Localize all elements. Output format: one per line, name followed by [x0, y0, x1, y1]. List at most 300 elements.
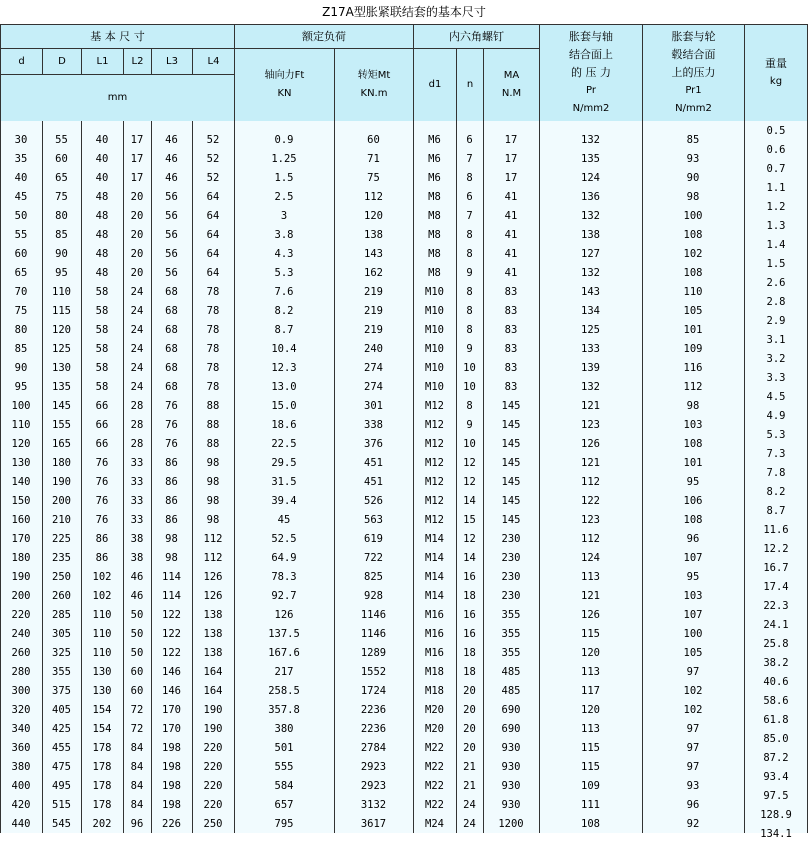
- cell-L4: 220: [203, 742, 223, 754]
- cell-L2: 28: [130, 400, 144, 412]
- hub-pressure-unit: N/mm2: [675, 103, 712, 114]
- cell-d: 160: [11, 514, 31, 526]
- cell-axial-force: 555: [274, 761, 294, 773]
- cell-L3: 198: [162, 780, 181, 792]
- cell-torque: 3617: [360, 818, 387, 830]
- cell-axial-force: 137.5: [268, 628, 300, 640]
- cell-hub-pressure: 101: [683, 324, 703, 336]
- cell-weight: 3.3: [766, 372, 786, 384]
- cell-axial-force: 217: [274, 666, 294, 678]
- cell-axial-force: 126: [274, 609, 294, 621]
- cell-bolt-count: 8: [466, 286, 473, 298]
- cell-shaft-pressure: 111: [581, 799, 600, 811]
- cell-d: 45: [14, 191, 28, 203]
- cell-L2: 50: [130, 628, 144, 640]
- cell-shaft-pressure: 136: [581, 191, 600, 203]
- cell-D: 355: [52, 666, 71, 678]
- cell-tightening-torque: 17: [504, 134, 518, 146]
- cell-bolt-size: M10: [425, 305, 444, 317]
- cell-d: 40: [14, 172, 28, 184]
- cell-shaft-pressure: 115: [581, 742, 600, 754]
- cell-shaft-pressure: 113: [581, 571, 600, 583]
- cell-L3: 68: [165, 286, 178, 298]
- cell-weight: 87.2: [763, 752, 789, 764]
- cell-d: 320: [11, 704, 31, 716]
- cell-L2: 24: [130, 381, 144, 393]
- header-L4: L4: [192, 48, 235, 75]
- header-shaft-pressure: [539, 24, 643, 122]
- cell-L1: 130: [92, 685, 112, 697]
- cell-weight: 97.5: [763, 790, 789, 802]
- cell-hub-pressure: 102: [683, 704, 703, 716]
- cell-bolt-size: M22: [425, 742, 444, 754]
- header-tightening-torque: MA N.M: [483, 48, 540, 122]
- cell-d: 80: [14, 324, 28, 336]
- cell-tightening-torque: 41: [504, 267, 518, 279]
- cell-L2: 20: [130, 248, 144, 260]
- cell-shaft-pressure: 124: [581, 172, 600, 184]
- cell-shaft-pressure: 120: [581, 704, 600, 716]
- cell-axial-force: 12.3: [271, 362, 297, 374]
- cell-bolt-size: M12: [425, 514, 444, 526]
- cell-L2: 96: [130, 818, 144, 830]
- cell-tightening-torque: 145: [501, 495, 521, 507]
- cell-hub-pressure: 92: [686, 818, 700, 830]
- cell-weight: 93.4: [763, 771, 789, 783]
- cell-torque: 2236: [360, 704, 387, 716]
- cell-D: 145: [52, 400, 71, 412]
- cell-L1: 76: [95, 457, 109, 469]
- cell-shaft-pressure: 113: [581, 723, 600, 735]
- cell-hub-pressure: 95: [686, 571, 700, 583]
- cell-L4: 78: [206, 362, 220, 374]
- cell-bolt-size: M8: [428, 210, 441, 222]
- cell-bolt-size: M22: [425, 780, 444, 792]
- cell-hub-pressure: 116: [683, 362, 703, 374]
- cell-weight: 1.3: [766, 220, 786, 232]
- cell-hub-pressure: 97: [686, 761, 700, 773]
- cell-torque: 274: [364, 381, 383, 393]
- cell-tightening-torque: 145: [501, 400, 521, 412]
- cell-torque: 526: [364, 495, 383, 507]
- cell-bolt-size: M6: [428, 134, 441, 146]
- cell-tightening-torque: 83: [504, 381, 518, 393]
- cell-axial-force: 31.5: [271, 476, 297, 488]
- cell-L1: 48: [95, 210, 109, 222]
- cell-shaft-pressure: 121: [581, 400, 600, 412]
- cell-bolt-count: 20: [463, 742, 476, 754]
- cell-D: 90: [55, 248, 68, 260]
- cell-torque: 451: [364, 476, 383, 488]
- header-rated-load: 额定负荷: [234, 24, 414, 49]
- cell-weight: 16.7: [763, 562, 789, 574]
- cell-L3: 122: [162, 628, 181, 640]
- cell-d: 95: [14, 381, 28, 393]
- cell-torque: 75: [367, 172, 380, 184]
- header-bolt-size: d1: [413, 48, 457, 122]
- cell-weight: 2.9: [766, 315, 786, 327]
- cell-bolt-size: M8: [428, 229, 441, 241]
- cell-L1: 178: [92, 799, 112, 811]
- cell-d: 220: [11, 609, 31, 621]
- header-d: d: [0, 48, 43, 75]
- cell-hub-pressure: 85: [686, 134, 700, 146]
- cell-torque: 376: [364, 438, 383, 450]
- cell-bolt-count: 9: [466, 419, 473, 431]
- cell-L3: 76: [165, 419, 178, 431]
- cell-L3: 170: [162, 723, 181, 735]
- cell-L4: 98: [206, 476, 220, 488]
- cell-L4: 164: [203, 666, 223, 678]
- cell-D: 95: [55, 267, 68, 279]
- cell-bolt-size: M8: [428, 248, 441, 260]
- cell-L4: 112: [203, 533, 223, 545]
- cell-L2: 20: [130, 210, 144, 222]
- cell-bolt-count: 16: [463, 609, 476, 621]
- cell-L4: 220: [203, 799, 223, 811]
- cell-axial-force: 501: [274, 742, 294, 754]
- cell-L1: 76: [95, 476, 109, 488]
- cell-weight: 61.8: [763, 714, 789, 726]
- cell-tightening-torque: 930: [501, 761, 521, 773]
- cell-L1: 154: [92, 723, 112, 735]
- cell-axial-force: 3.8: [274, 229, 294, 241]
- cell-L4: 78: [206, 381, 220, 393]
- cell-L3: 198: [162, 799, 181, 811]
- cell-L1: 40: [95, 172, 109, 184]
- cell-tightening-torque: 690: [501, 723, 521, 735]
- cell-d: 240: [11, 628, 31, 640]
- cell-hub-pressure: 108: [683, 514, 703, 526]
- header-L2: L2: [123, 48, 152, 75]
- cell-L3: 56: [165, 210, 178, 222]
- cell-axial-force: 18.6: [271, 419, 297, 431]
- cell-L4: 98: [206, 495, 220, 507]
- cell-weight: 12.2: [763, 543, 789, 555]
- cell-D: 65: [55, 172, 68, 184]
- cell-torque: 3132: [360, 799, 387, 811]
- cell-D: 225: [52, 533, 71, 545]
- cell-tightening-torque: 41: [504, 248, 518, 260]
- header-axial-force: 轴向力Ft KN: [234, 48, 335, 122]
- cell-shaft-pressure: 115: [581, 761, 600, 773]
- cell-hub-pressure: 103: [683, 590, 703, 602]
- cell-L3: 76: [165, 438, 178, 450]
- cell-d: 400: [11, 780, 31, 792]
- cell-L4: 190: [203, 704, 223, 716]
- cell-d: 120: [11, 438, 31, 450]
- cell-torque: 1724: [360, 685, 387, 697]
- cell-d: 150: [11, 495, 31, 507]
- header-L1: L1: [81, 48, 124, 75]
- cell-tightening-torque: 930: [501, 742, 521, 754]
- cell-weight: 8.2: [766, 486, 786, 498]
- cell-D: 475: [52, 761, 71, 773]
- cell-torque: 338: [364, 419, 383, 431]
- cell-hub-pressure: 93: [686, 153, 700, 165]
- cell-L1: 58: [95, 305, 109, 317]
- cell-tightening-torque: 145: [501, 514, 521, 526]
- cell-bolt-count: 9: [466, 343, 473, 355]
- cell-hub-pressure: 93: [686, 780, 700, 792]
- cell-torque: 825: [364, 571, 383, 583]
- cell-axial-force: 22.5: [271, 438, 297, 450]
- cell-d: 260: [11, 647, 31, 659]
- cell-D: 515: [52, 799, 71, 811]
- cell-axial-force: 4.3: [274, 248, 294, 260]
- cell-L1: 48: [95, 229, 109, 241]
- cell-D: 325: [52, 647, 71, 659]
- cell-L4: 190: [203, 723, 223, 735]
- cell-D: 110: [52, 286, 71, 298]
- cell-L1: 178: [92, 780, 112, 792]
- cell-shaft-pressure: 132: [581, 210, 600, 222]
- cell-shaft-pressure: 109: [581, 780, 600, 792]
- cell-bolt-count: 12: [463, 533, 476, 545]
- cell-bolt-size: M10: [425, 381, 444, 393]
- cell-tightening-torque: 230: [501, 552, 521, 564]
- cell-bolt-count: 14: [463, 552, 476, 564]
- cell-L4: 78: [206, 324, 220, 336]
- cell-bolt-count: 6: [466, 191, 473, 203]
- cell-L4: 52: [206, 134, 220, 146]
- cell-L3: 56: [165, 267, 178, 279]
- cell-bolt-count: 16: [463, 628, 476, 640]
- cell-L3: 68: [165, 343, 178, 355]
- cell-d: 70: [14, 286, 28, 298]
- cell-d: 110: [11, 419, 31, 431]
- cell-bolt-count: 21: [463, 761, 476, 773]
- cell-L1: 130: [92, 666, 112, 678]
- cell-torque: 120: [364, 210, 383, 222]
- cell-d: 440: [11, 818, 31, 830]
- cell-d: 35: [14, 153, 28, 165]
- cell-axial-force: 167.6: [268, 647, 300, 659]
- cell-L3: 170: [162, 704, 181, 716]
- cell-torque: 219: [364, 305, 383, 317]
- cell-tightening-torque: 145: [501, 457, 521, 469]
- cell-bolt-size: M18: [425, 685, 444, 697]
- cell-D: 285: [52, 609, 71, 621]
- cell-L4: 78: [206, 343, 220, 355]
- cell-hub-pressure: 109: [683, 343, 703, 355]
- cell-hub-pressure: 100: [683, 210, 703, 222]
- shaft-pressure-unit: N/mm2: [572, 103, 610, 114]
- cell-tightening-torque: 485: [501, 685, 521, 697]
- cell-L3: 68: [165, 305, 178, 317]
- cell-bolt-size: M20: [425, 723, 444, 735]
- cell-L1: 178: [92, 761, 112, 773]
- header-basic-dims: 基 本 尺 寸: [0, 24, 235, 49]
- cell-torque: 60: [367, 134, 380, 146]
- cell-torque: 1146: [360, 628, 387, 640]
- cell-tightening-torque: 145: [501, 438, 521, 450]
- cell-L1: 86: [95, 533, 109, 545]
- cell-bolt-count: 20: [463, 723, 476, 735]
- cell-bolt-count: 8: [466, 324, 473, 336]
- cell-hub-pressure: 97: [686, 742, 700, 754]
- cell-bolt-count: 10: [463, 438, 476, 450]
- cell-hub-pressure: 103: [683, 419, 703, 431]
- cell-torque: 274: [364, 362, 383, 374]
- cell-d: 30: [14, 134, 28, 146]
- cell-D: 130: [52, 362, 71, 374]
- cell-weight: 0.7: [766, 163, 786, 175]
- cell-bolt-count: 21: [463, 780, 476, 792]
- cell-L4: 78: [206, 305, 220, 317]
- cell-bolt-count: 18: [463, 666, 476, 678]
- cell-axial-force: 13.0: [271, 381, 297, 393]
- header-hub-pressure: [642, 24, 745, 122]
- cell-bolt-count: 12: [463, 457, 476, 469]
- cell-hub-pressure: 112: [683, 381, 703, 393]
- cell-weight: 134.1: [760, 828, 792, 840]
- cell-shaft-pressure: 121: [581, 590, 600, 602]
- cell-d: 130: [11, 457, 31, 469]
- cell-L3: 226: [162, 818, 181, 830]
- cell-hub-pressure: 98: [686, 400, 700, 412]
- cell-L2: 84: [130, 742, 144, 754]
- cell-L2: 17: [130, 134, 144, 146]
- cell-L1: 66: [95, 400, 109, 412]
- cell-axial-force: 357.8: [268, 704, 300, 716]
- cell-d: 55: [14, 229, 28, 241]
- cell-bolt-count: 12: [463, 476, 476, 488]
- cell-shaft-pressure: 139: [581, 362, 600, 374]
- cell-bolt-count: 9: [466, 267, 473, 279]
- cell-L1: 102: [92, 571, 112, 583]
- cell-d: 420: [11, 799, 31, 811]
- cell-bolt-size: M24: [425, 818, 444, 830]
- cell-D: 165: [52, 438, 71, 450]
- cell-axial-force: 380: [274, 723, 294, 735]
- cell-bolt-size: M8: [428, 191, 441, 203]
- cell-L3: 98: [165, 552, 178, 564]
- cell-hub-pressure: 102: [683, 685, 703, 697]
- cell-weight: 1.5: [766, 258, 786, 270]
- cell-D: 250: [52, 571, 71, 583]
- cell-L1: 48: [95, 248, 109, 260]
- cell-L3: 76: [165, 400, 178, 412]
- cell-hub-pressure: 108: [683, 438, 703, 450]
- cell-d: 90: [14, 362, 28, 374]
- header-hex-bolt: 内六角螺钉: [413, 24, 540, 49]
- cell-bolt-count: 8: [466, 229, 473, 241]
- cell-L3: 198: [162, 761, 181, 773]
- cell-L4: 88: [206, 400, 220, 412]
- cell-L4: 250: [203, 818, 223, 830]
- cell-shaft-pressure: 117: [581, 685, 600, 697]
- cell-weight: 2.6: [766, 277, 786, 289]
- cell-L1: 102: [92, 590, 112, 602]
- cell-d: 75: [14, 305, 28, 317]
- cell-tightening-torque: 41: [504, 210, 518, 222]
- cell-axial-force: 1.5: [274, 172, 294, 184]
- cell-axial-force: 7.6: [274, 286, 294, 298]
- cell-D: 305: [52, 628, 71, 640]
- cell-tightening-torque: 230: [501, 533, 521, 545]
- cell-tightening-torque: 17: [504, 172, 518, 184]
- cell-D: 155: [52, 419, 71, 431]
- cell-axial-force: 64.9: [271, 552, 297, 564]
- cell-L2: 46: [130, 571, 144, 583]
- cell-D: 180: [52, 457, 71, 469]
- cell-hub-pressure: 100: [683, 628, 703, 640]
- cell-L4: 98: [206, 514, 220, 526]
- cell-bolt-size: M10: [425, 343, 444, 355]
- cell-torque: 563: [364, 514, 383, 526]
- cell-axial-force: 52.5: [271, 533, 297, 545]
- cell-L4: 220: [203, 761, 223, 773]
- cell-L2: 33: [130, 476, 144, 488]
- cell-L1: 48: [95, 191, 109, 203]
- cell-bolt-count: 10: [463, 362, 476, 374]
- cell-L3: 122: [162, 647, 181, 659]
- cell-weight: 8.7: [766, 505, 786, 517]
- cell-torque: 619: [364, 533, 383, 545]
- cell-D: 85: [55, 229, 68, 241]
- cell-bolt-count: 15: [463, 514, 476, 526]
- cell-L3: 86: [165, 476, 178, 488]
- cell-shaft-pressure: 132: [581, 267, 600, 279]
- cell-D: 80: [55, 210, 68, 222]
- cell-bolt-size: M22: [425, 761, 444, 773]
- cell-L3: 114: [162, 571, 181, 583]
- cell-tightening-torque: 83: [504, 305, 518, 317]
- cell-torque: 1146: [360, 609, 387, 621]
- cell-D: 200: [52, 495, 71, 507]
- cell-bolt-count: 20: [463, 685, 476, 697]
- cell-tightening-torque: 930: [501, 780, 521, 792]
- header-torque: 转矩Mt KN.m: [334, 48, 414, 122]
- cell-D: 235: [52, 552, 71, 564]
- cell-hub-pressure: 102: [683, 248, 703, 260]
- cell-L2: 50: [130, 609, 144, 621]
- cell-bolt-count: 8: [466, 400, 473, 412]
- cell-tightening-torque: 355: [501, 647, 521, 659]
- cell-tightening-torque: 355: [501, 609, 521, 621]
- cell-shaft-pressure: 112: [581, 476, 600, 488]
- cell-shaft-pressure: 133: [581, 343, 600, 355]
- cell-axial-force: 45: [277, 514, 291, 526]
- cell-L2: 50: [130, 647, 144, 659]
- cell-bolt-size: M8: [428, 267, 441, 279]
- cell-hub-pressure: 90: [686, 172, 700, 184]
- header-bolt-count: n: [456, 48, 484, 122]
- cell-d: 65: [14, 267, 28, 279]
- cell-hub-pressure: 101: [683, 457, 703, 469]
- hub-pressure-symbol: Pr1: [685, 85, 702, 96]
- cell-axial-force: 1.25: [271, 153, 297, 165]
- cell-L1: 76: [95, 514, 109, 526]
- cell-d: 380: [11, 761, 31, 773]
- cell-L2: 17: [130, 153, 144, 165]
- cell-bolt-size: M12: [425, 400, 444, 412]
- cell-L4: 64: [206, 248, 220, 260]
- cell-L2: 28: [130, 438, 144, 450]
- cell-L4: 112: [203, 552, 223, 564]
- cell-hub-pressure: 110: [683, 286, 703, 298]
- cell-weight: 1.1: [766, 182, 786, 194]
- cell-tightening-torque: 145: [501, 419, 521, 431]
- cell-bolt-count: 24: [463, 799, 476, 811]
- cell-shaft-pressure: 122: [581, 495, 600, 507]
- cell-torque: 301: [364, 400, 383, 412]
- cell-axial-force: 2.5: [274, 191, 294, 203]
- cell-L2: 60: [130, 666, 144, 678]
- cell-bolt-count: 7: [466, 153, 473, 165]
- cell-bolt-size: M6: [428, 153, 441, 165]
